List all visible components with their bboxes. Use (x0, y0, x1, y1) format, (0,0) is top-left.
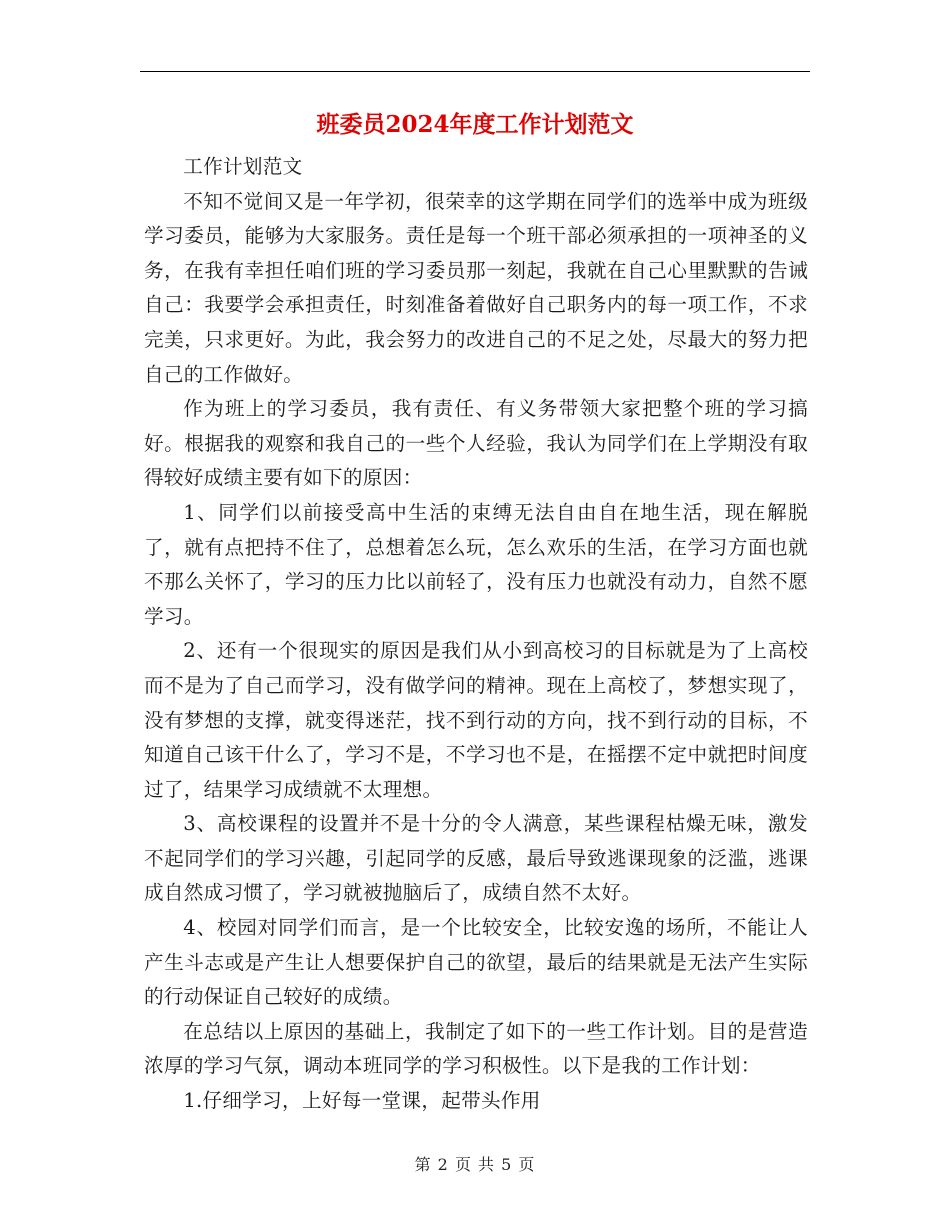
paragraph: 3、高校课程的设置并不是十分的令人满意，某些课程枯燥无味，激发不起同学们的学习兴趣，引起同学的反感，最后导致逃课现象的泛滥，逃课成自然成习惯了，学习就被抛脑后了，成绩自然不太好。 (144, 812, 808, 905)
paragraph: 4、校园对同学们而言，是一个比较安全，比较安逸的场所，不能让人产生斗志或是产生让人想要保护自己的欲望，最后的结果就是无法产生实际的行动保证自己较好的成绩。 (144, 916, 808, 1009)
paragraph: 1.仔细学习，上好每一堂课，起带头作用 (183, 1089, 541, 1113)
paragraph: 作为班上的学习委员，我有责任、有义务带领大家把整个班的学习搞好。根据我的观察和我自己的一些个人经验，我认为同学们在上学期没有取得较好成绩主要有如下的原因： (144, 397, 808, 490)
paragraph: 2、还有一个很现实的原因是我们从小到高校习的目标就是为了上高校而不是为了自己而学习，没有做学问的精神。现在上高校了，梦想实现了，没有梦想的支撑，就变得迷茫，找不到行动的方向，找不到行动的目标，不知道自己该干什么了，学习不是，不学习也不是，在摇摆不定中就把时间度过了，结果学习成绩就不太理想。 (144, 639, 808, 801)
paragraph: 工作计划范文 (183, 155, 303, 178)
document-body (144, 150, 808, 1119)
page-number: 第 2 页 共 5 页 (414, 1155, 536, 1174)
header-rule (140, 71, 810, 72)
paragraph: 在总结以上原因的基础上，我制定了如下的一些工作计划。目的是营造浓厚的学习气氛，调动本班同学的学习积极性。以下是我的工作计划： (144, 1019, 808, 1078)
paragraph: 1、同学们以前接受高中生活的束缚无法自由自在地生活，现在解脱了，就有点把持不住了，总想着怎么玩，怎么欢乐的生活，在学习方面也就不那么关怀了，学习的压力比以前轻了，没有压力也就没有动力，自然不愿学习。 (144, 500, 808, 628)
paragraph: 不知不觉间又是一年学初，很荣幸的这学期在同学们的选举中成为班级学习委员，能够为大家服务。责任是每一个班干部必须承担的一项神圣的义务，在我有幸担任咱们班的学习委员那一刻起，我就在自己心里默默的告诫自己：我要学会承担责任，时刻准备着做好自己职务内的每一项工作，不求完美，只求更好。为此，我会努力的改进自己的不足之处，尽最大的努力把自己的工作做好。 (144, 189, 808, 386)
page-footer (0, 1153, 950, 1177)
document-title: 班委员2024年度工作计划范文 (316, 111, 634, 138)
